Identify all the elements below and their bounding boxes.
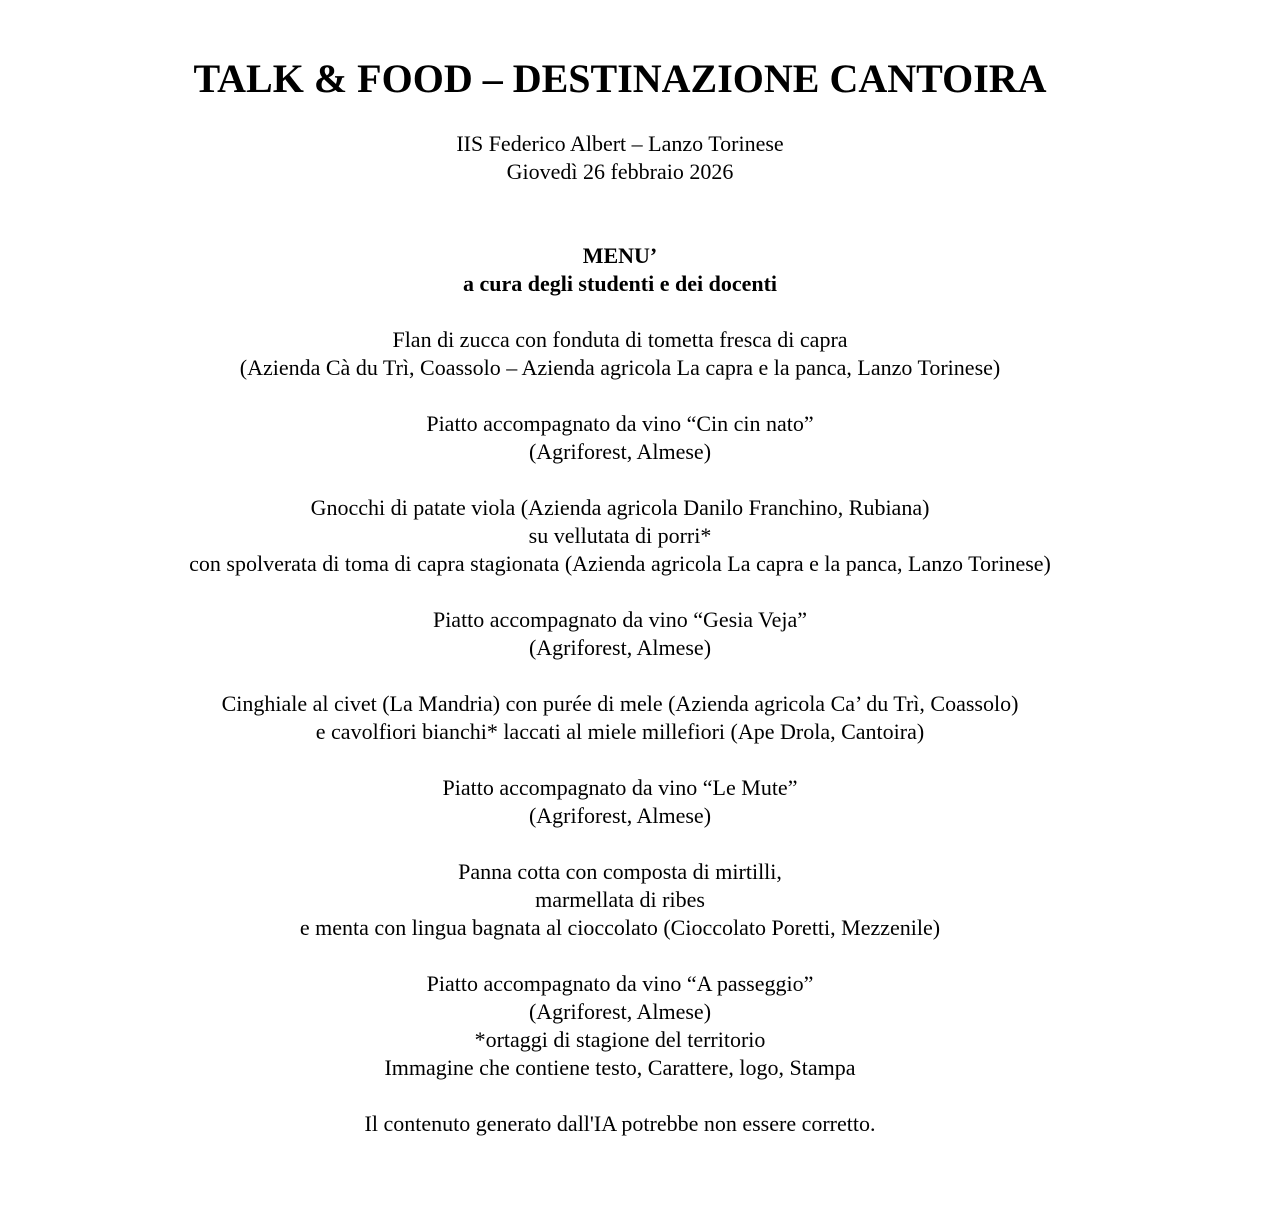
wine-4-name: Piatto accompagnato da vino “A passeggio” xyxy=(426,971,814,996)
wine-2-name: Piatto accompagnato da vino “Gesia Veja” xyxy=(432,607,808,632)
wine-2-producer: (Agriforest, Almese) xyxy=(528,635,712,660)
wine-3-name: Piatto accompagnato da vino “Le Mute” xyxy=(442,775,798,800)
document-title: TALK & FOOD – DESTINAZIONE CANTOIRA xyxy=(193,56,1047,101)
seasonal-note: *ortaggi di stagione del territorio xyxy=(474,1027,766,1052)
course-2-base: su vellutata di porri* xyxy=(528,523,712,548)
wine-4-producer: (Agriforest, Almese) xyxy=(528,999,712,1024)
event-date: Giovedì 26 febbraio 2026 xyxy=(506,159,734,184)
wine-1-producer: (Agriforest, Almese) xyxy=(528,439,712,464)
course-2-dish: Gnocchi di patate viola (Azienda agricola Danilo Franchino, Rubiana) xyxy=(310,495,930,520)
course-4-jam: marmellata di ribes xyxy=(535,887,705,912)
school-name: IIS Federico Albert – Lanzo Torinese xyxy=(456,131,784,156)
course-4-dish: Panna cotta con composta di mirtilli, xyxy=(458,859,782,884)
wine-3-producer: (Agriforest, Almese) xyxy=(528,803,712,828)
menu-subheading: a cura degli studenti e dei docenti xyxy=(462,271,778,296)
course-2-topping: con spolverata di toma di capra stagionata (Azienda agricola La capra e la panca, Lanzo Torinese) xyxy=(189,551,1051,576)
course-3-side: e cavolfiori bianchi* laccati al miele millefiori (Ape Drola, Cantoira) xyxy=(315,719,925,744)
image-caption: Immagine che contiene testo, Carattere, logo, Stampa xyxy=(384,1055,856,1080)
course-3-dish: Cinghiale al civet (La Mandria) con purée di mele (Azienda agricola Ca’ du Trì, Coassolo) xyxy=(221,691,1019,716)
course-1-producers: (Azienda Cà du Trì, Coassolo – Azienda agricola La capra e la panca, Lanzo Torinese) xyxy=(239,355,1001,380)
wine-1-name: Piatto accompagnato da vino “Cin cin nato” xyxy=(426,411,814,436)
menu-heading: MENU’ xyxy=(582,243,658,268)
course-1-dish: Flan di zucca con fonduta di tometta fresca di capra xyxy=(392,327,848,352)
course-4-finish: e menta con lingua bagnata al cioccolato (Cioccolato Poretti, Mezzenile) xyxy=(299,915,941,940)
ai-disclaimer: Il contenuto generato dall'IA potrebbe non essere corretto. xyxy=(364,1111,876,1136)
